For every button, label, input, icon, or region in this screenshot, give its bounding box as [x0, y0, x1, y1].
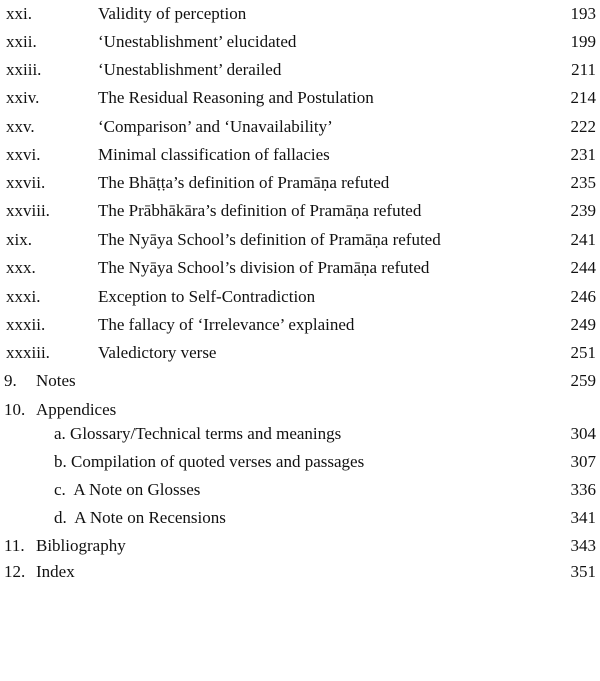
toc-entry — [0, 28, 600, 56]
toc-entry — [0, 226, 600, 254]
entry-page: 211 — [571, 60, 596, 79]
appendix-item — [0, 420, 600, 448]
entry-page: 231 — [570, 145, 596, 164]
entry-number: xxviii. — [6, 201, 50, 220]
entry-number: xxiii. — [6, 60, 42, 79]
toc-entry — [0, 311, 600, 339]
toc-entry — [0, 254, 600, 282]
appendix-item — [0, 504, 600, 532]
entry-number: xxxii. — [6, 315, 46, 334]
entry-number: xxi. — [6, 4, 32, 23]
entry-number: xix. — [6, 230, 32, 249]
entry-page: 307 — [570, 452, 596, 471]
entry-page: 249 — [570, 315, 596, 334]
entry-number: 10. — [4, 400, 26, 419]
entry-title: ‘Comparison’ and ‘Unavailability’ — [98, 117, 333, 136]
entry-number: xxii. — [6, 32, 37, 51]
entry-page: 246 — [570, 287, 596, 306]
toc-entry — [0, 141, 600, 169]
entry-page: 304 — [570, 424, 596, 443]
entry-page: 193 — [570, 4, 596, 23]
entry-title: Validity of perception — [98, 4, 247, 23]
toc-entry — [0, 113, 600, 141]
entry-page: 343 — [570, 536, 596, 555]
entry-title: c. A Note on Glosses — [54, 480, 201, 499]
appendix-item — [0, 476, 600, 504]
toc-entry-index — [0, 558, 600, 586]
entry-title: Exception to Self-Contradiction — [98, 287, 316, 306]
entry-title: d. A Note on Recensions — [54, 508, 226, 527]
entry-number: 11. — [4, 536, 25, 555]
entry-number: xxiv. — [6, 88, 40, 107]
entry-title: Valedictory verse — [98, 343, 217, 362]
entry-title: The Bhāṭṭa’s definition of Pramāṇa refuted — [98, 173, 390, 192]
entry-title: Minimal classification of fallacies — [98, 145, 330, 164]
entry-number: xxxiii. — [6, 343, 50, 362]
entry-number: xxv. — [6, 117, 35, 136]
entry-title: Index — [36, 562, 75, 581]
entry-page: 222 — [570, 117, 596, 136]
entry-page: 199 — [570, 32, 596, 51]
entry-page: 251 — [570, 343, 596, 362]
entry-page: 239 — [570, 201, 596, 220]
entry-page: 259 — [570, 371, 596, 390]
entry-title: Bibliography — [36, 536, 126, 555]
entry-number: xxvii. — [6, 173, 46, 192]
entry-number: xxxi. — [6, 287, 41, 306]
entry-number: xxvi. — [6, 145, 41, 164]
entry-title: b. Compilation of quoted verses and passages — [54, 452, 365, 471]
entry-page: 351 — [570, 562, 596, 581]
toc-entry — [0, 56, 600, 84]
entry-page: 244 — [570, 258, 596, 277]
toc-entry-notes — [0, 367, 600, 395]
toc-entry — [0, 169, 600, 197]
entry-page: 241 — [570, 230, 596, 249]
entry-title: The Nyāya School’s division of Pramāṇa refuted — [98, 258, 430, 277]
toc-entry — [0, 84, 600, 112]
entry-page: 235 — [570, 173, 596, 192]
toc-entry — [0, 0, 600, 28]
entry-number: xxx. — [6, 258, 36, 277]
entry-title: The Residual Reasoning and Postulation — [98, 88, 374, 107]
entry-title: a. Glossary/Technical terms and meanings — [54, 424, 342, 443]
entry-number: 12. — [4, 562, 26, 581]
toc-entry — [0, 197, 600, 225]
entry-title: The Nyāya School’s definition of Pramāṇa refuted — [98, 230, 441, 249]
entry-title: Notes — [36, 371, 76, 390]
entry-title: ‘Unestablishment’ derailed — [98, 60, 282, 79]
entry-page: 336 — [570, 480, 596, 499]
entry-page: 341 — [570, 508, 596, 527]
entry-number: 9. — [4, 371, 17, 390]
entry-title: Appendices — [36, 400, 117, 419]
toc-entry — [0, 283, 600, 311]
entry-title: ‘Unestablishment’ elucidated — [98, 32, 297, 51]
toc-entry — [0, 339, 600, 367]
toc-entry-bibliography — [0, 532, 600, 560]
entry-title: The fallacy of ‘Irrelevance’ explained — [98, 315, 355, 334]
entry-title: The Prābhākāra’s definition of Pramāṇa refuted — [98, 201, 422, 220]
entry-page: 214 — [570, 88, 596, 107]
appendix-item — [0, 448, 600, 476]
